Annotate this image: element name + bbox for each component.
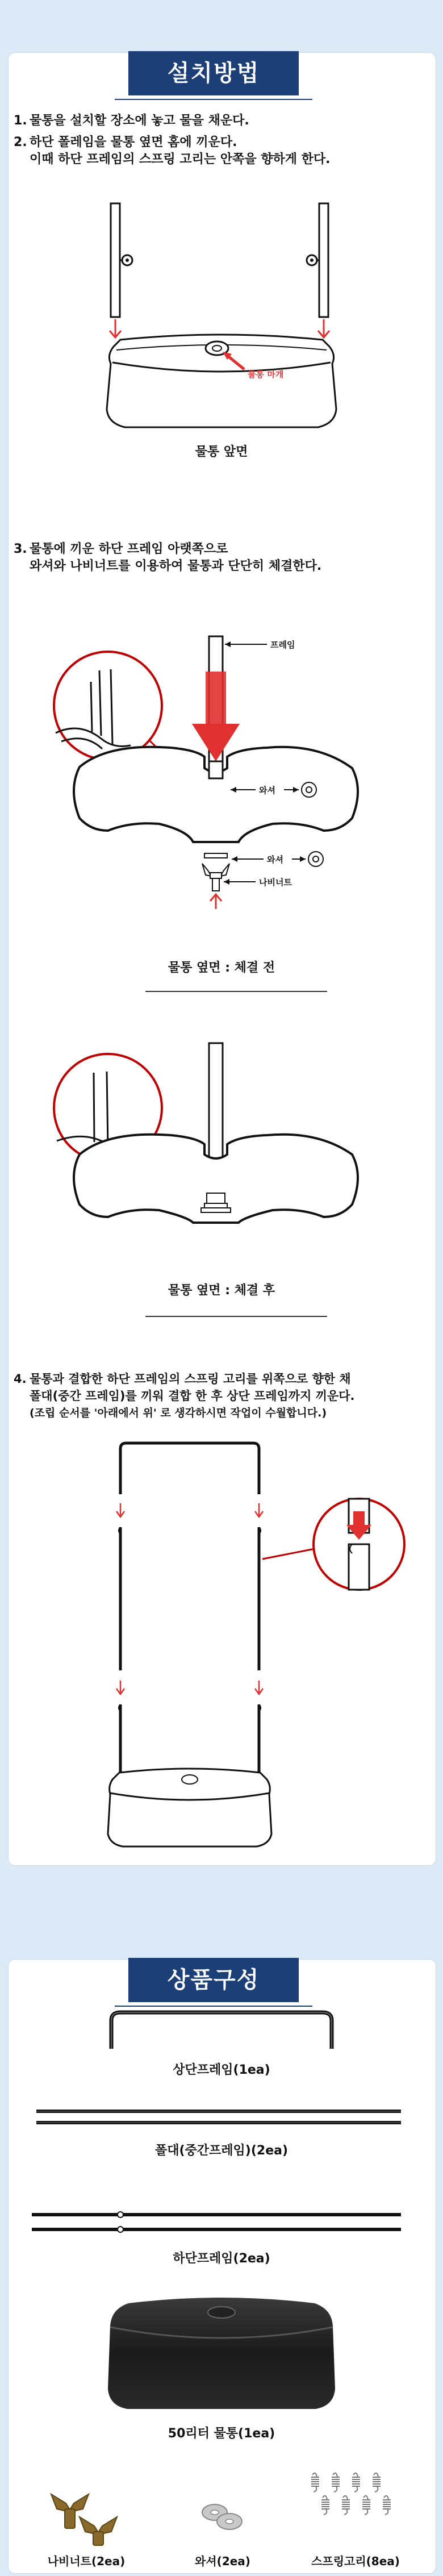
label-spring-product: 스프링고리(8ea): [311, 2554, 400, 2568]
caption-after: 물통 옆면 : 체결 후: [168, 1283, 275, 1298]
step-2: [14, 134, 331, 168]
step-3-line1: 물통에 끼운 하단 프레임 아랫쪽으로: [30, 542, 228, 556]
label-bottom-frame: 하단프레임(2ea): [173, 2252, 270, 2266]
assembly-figure: [0, 1432, 443, 1864]
fastening-before-figure: [0, 619, 443, 915]
washer-image: [195, 2496, 252, 2536]
label-tank-cap: 물통 마개: [248, 369, 284, 380]
label-pole: 폴대(중간프레임)(2ea): [154, 2144, 289, 2158]
spring-hook-image: [307, 2469, 403, 2543]
pole-image: [0, 2107, 443, 2129]
label-frame: 프레임: [270, 640, 295, 650]
step-4-num: 4.: [14, 1372, 27, 1386]
bottom-frame-image: [0, 2209, 443, 2237]
products-title: 상품구성: [128, 1958, 299, 2002]
top-frame-image: [0, 2004, 443, 2050]
label-washer-2: 와셔: [267, 855, 283, 865]
step-4-line1: 물통과 결합한 하단 프레임의 스프링 고리를 위쪽으로 향한 채: [30, 1372, 351, 1386]
label-wingnut: 나비너트: [259, 877, 292, 887]
divider-1: [145, 991, 327, 992]
caption-before: 물통 옆면 : 체결 전: [168, 961, 275, 975]
step-3-line2: 와셔와 나비너트를 이용하여 물통과 단단히 체결한다.: [30, 559, 322, 573]
fastening-after-figure: [0, 1023, 443, 1227]
step-1: [14, 112, 249, 130]
step-4: [14, 1370, 355, 1422]
step-4-line3: (조립 순서를 '아래에서 위' 로 생각하시면 작업이 수월합니다.): [30, 1407, 327, 1419]
label-washer-1: 와셔: [259, 785, 275, 795]
step-1-text: 물통을 설치할 장소에 놓고 물을 채운다.: [30, 114, 249, 128]
divider-2: [145, 1316, 327, 1317]
step-2-num: 2.: [14, 135, 27, 149]
label-wingnut-product: 나비너트(2ea): [47, 2554, 126, 2568]
label-washer-product: 와셔(2ea): [195, 2554, 250, 2568]
wingnut-image: [45, 2486, 125, 2549]
step-4-line2: 폴대(중간 프레임)를 끼워 결합 한 후 상단 프레임까지 끼운다.: [30, 1389, 355, 1403]
step-3-num: 3.: [14, 542, 27, 556]
caption-tank-front: 물통 앞면: [195, 445, 248, 459]
label-tank: 50리터 물통(1ea): [168, 2427, 275, 2441]
tank-image: [0, 2292, 443, 2417]
step-1-num: 1.: [14, 114, 27, 128]
step-2-line2: 이때 하단 프레임의 스프링 고리는 안쪽을 향하게 한다.: [30, 152, 331, 166]
install-title: 설치방법: [128, 51, 299, 95]
tank-front-figure: [0, 193, 443, 460]
wingnut-icon: [202, 864, 229, 891]
step-2-line1: 하단 폴레임을 물통 옆면 홈에 끼운다.: [30, 135, 237, 149]
label-top-frame: 상단프레임(1ea): [173, 2063, 270, 2077]
step-3: [14, 541, 321, 575]
